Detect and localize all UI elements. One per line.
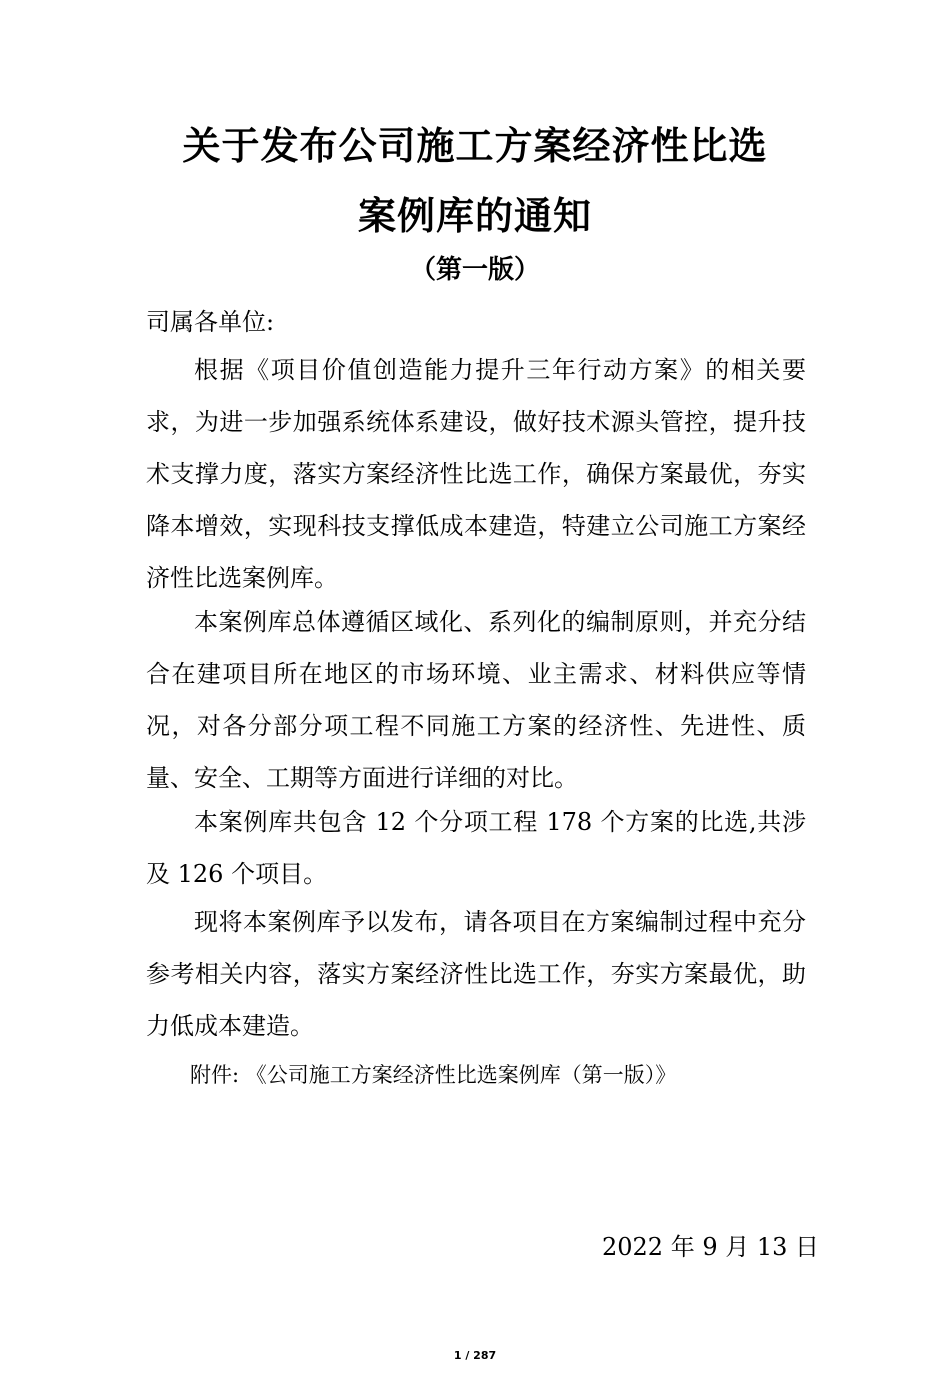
paragraph-background: 根据《项目价值创造能力提升三年行动方案》的相关要求，为进一步加强系统体系建设，做好技术源头管控，提升技术支撑力度，落实方案经济性比选工作，确保方案最优，夯实降本增效，实现科技支撑低成本建造，特建立公司施工方案经济性比选案例库。 [146,356,806,592]
edition-subtitle: （第一版） [409,255,540,285]
issue-date: 2022 年 9 月 13 日 [602,1233,820,1261]
paragraph-contents: 本案例库共包含 12 个分项工程 178 个方案的比选,共涉及 126 个项目。 [146,808,806,888]
title-line-2: 案例库的通知 [357,194,592,238]
page-number: 1 / 287 [453,1349,497,1362]
salutation: 司属各单位: [146,308,275,336]
paragraph-request: 现将本案例库予以发布，请各项目在方案编制过程中充分参考相关内容，落实方案经济性比选工作，夯实方案最优，助力低成本建造。 [146,908,806,1040]
title-line-1: 关于发布公司施工方案经济性比选 [182,124,768,168]
paragraph-principles: 本案例库总体遵循区域化、系列化的编制原则，并充分结合在建项目所在地区的市场环境、业主需求、材料供应等情况，对各分部分项工程不同施工方案的经济性、先进性、质量、安全、工期等方面进行详细的对比。 [146,608,806,792]
attachment-note: 附件: 《公司施工方案经济性比选案例库（第一版）》 [190,1063,677,1087]
